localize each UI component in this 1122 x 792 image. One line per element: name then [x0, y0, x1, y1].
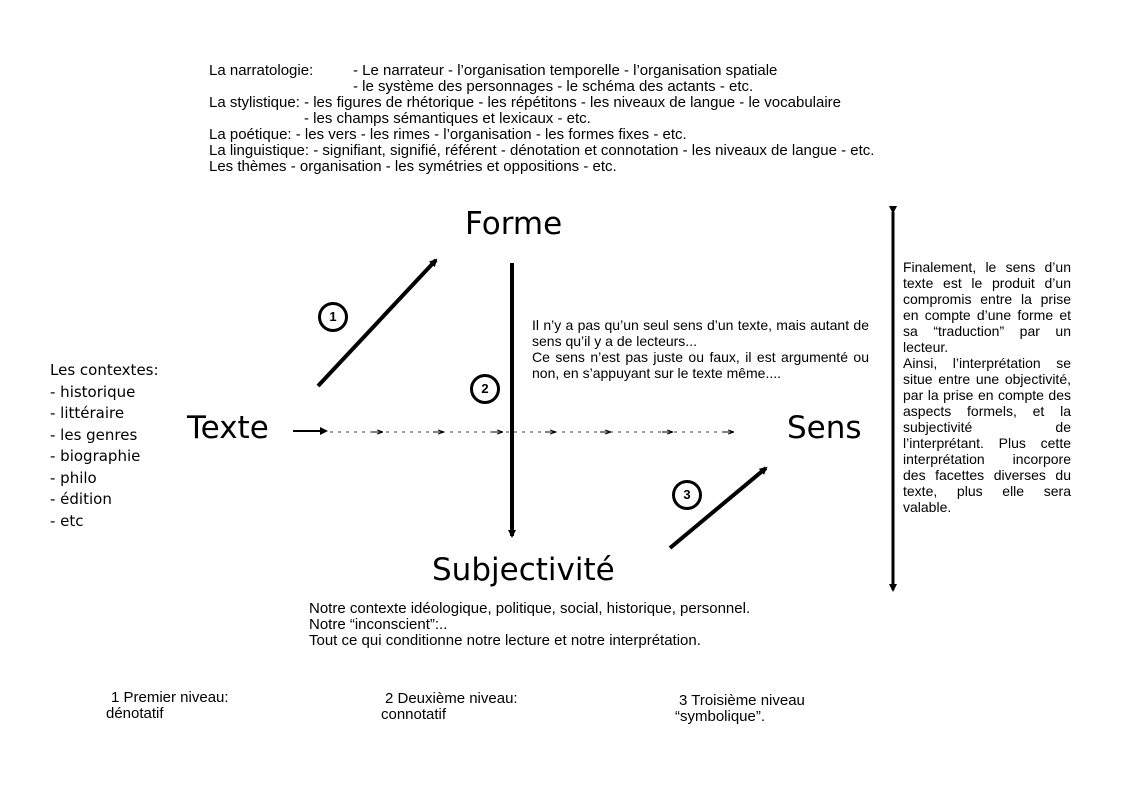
middle-note-p2: Ce sens n’est pas juste ou faux, il est argumenté ou non, en s’appuyant sur le texte même....: [532, 349, 869, 381]
discipline-text: - Le narrateur - l’organisation temporelle - l’organisation spatiale: [353, 62, 778, 79]
context-item: - édition: [50, 490, 112, 508]
context-item: - etc: [50, 511, 84, 530]
right-note-p2: Ainsi, l’interprétation se situe entre une objectivité, par la prise en compte des aspects formels, et la subjectivité de l’interprétant. Plus cette interprétation incorpore des facettes diverses du texte, plus elle sera valable.: [903, 355, 1071, 515]
discipline-label: La linguistique:: [209, 142, 310, 159]
discipline-label: La narratologie:: [209, 62, 314, 79]
subjectivite-note-line: Notre “inconscient”:..: [309, 616, 448, 633]
right-note-p1: Finalement, le sens d’un texte est le produit d’un compromis entre la prise en compte d’une forme et sa “traduction” par un lecteur.: [903, 259, 1071, 355]
discipline-text: - organisation - les symétries et oppositions - etc.: [290, 158, 617, 175]
subjectivite-note: [309, 601, 809, 649]
subjectivite-note-line: Tout ce qui conditionne notre lecture et notre interprétation.: [309, 632, 701, 649]
marker-2: 2: [470, 374, 500, 404]
marker-3: 3: [672, 480, 702, 510]
level-desc: connotatif: [381, 706, 447, 723]
node-forme: Forme: [465, 206, 563, 242]
marker-1: 1: [318, 302, 348, 332]
level-title: 3 Troisième niveau: [679, 692, 805, 709]
level-desc: dénotatif: [106, 705, 164, 722]
discipline-text: - les figures de rhétorique - les répétitons - les niveaux de langue - le vocabulaire: [304, 94, 842, 111]
discipline-text: - signifiant, signifié, référent - dénotation et connotation - les niveaux de langue - etc.: [313, 142, 875, 159]
discipline-text: - le système des personnages - le schéma des actants - etc.: [353, 78, 754, 95]
middle-note-p1: Il n’y a pas qu’un seul sens d’un texte, mais autant de sens qu’il y a de lecteurs...: [532, 317, 869, 349]
discipline-label: La stylistique:: [209, 94, 300, 111]
level-title: 2 Deuxième niveau:: [385, 690, 518, 707]
discipline-label: La poétique:: [209, 126, 292, 143]
subjectivite-note-line: Notre contexte idéologique, politique, social, historique, personnel.: [309, 600, 751, 617]
node-texte: Texte: [187, 410, 269, 446]
discipline-text: - les vers - les rimes - l’organisation - les formes fixes - etc.: [295, 126, 687, 143]
level-3: [675, 693, 875, 725]
level-title: 1 Premier niveau:: [111, 689, 229, 706]
level-2: [381, 691, 581, 723]
context-item: - les genres: [50, 425, 138, 444]
discipline-text: - les champs sémantiques et lexicaux - etc.: [304, 110, 591, 127]
context-item: - philo: [50, 468, 97, 487]
level-1: [106, 690, 306, 722]
right-note: [903, 259, 1071, 515]
contexts-block: [50, 360, 190, 532]
contexts-title: Les contextes:: [50, 361, 159, 379]
context-item: - historique: [50, 382, 136, 401]
context-item: - littéraire: [50, 404, 125, 422]
level-desc: “symbolique”.: [675, 708, 766, 725]
node-sens: Sens: [787, 410, 862, 446]
context-item: - biographie: [50, 447, 141, 465]
node-subjectivite: Subjectivité: [432, 552, 615, 588]
discipline-label: Les thèmes: [209, 158, 287, 175]
middle-note: [532, 317, 869, 381]
